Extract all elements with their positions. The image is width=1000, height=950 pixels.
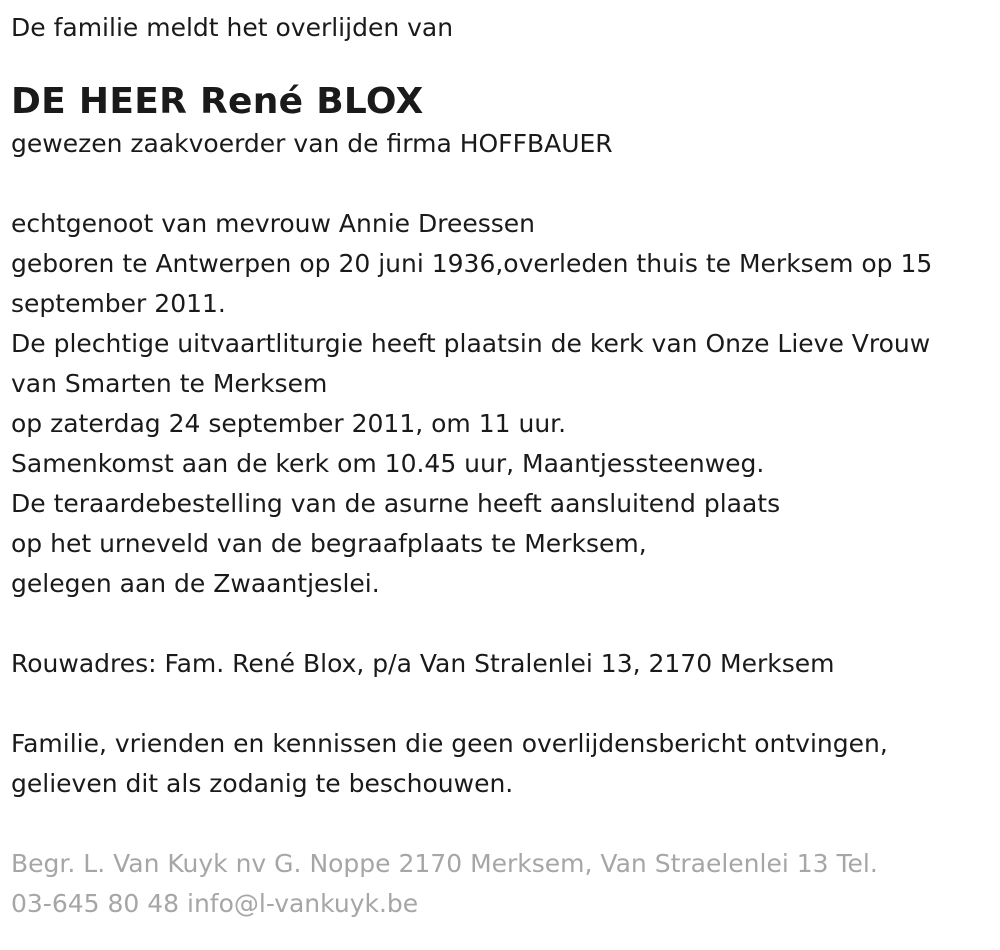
details-line: De teraardebestelling van de asurne heeft aansluitend plaats <box>11 489 781 518</box>
footer-line: 03-645 80 48 info@l-vankuyk.be <box>11 889 419 918</box>
details-line: De plechtige uitvaartliturgie heeft plaatsin de kerk van Onze Lieve Vrouw <box>11 329 931 358</box>
details-line: september 2011. <box>11 289 226 318</box>
details-line: gelegen aan de Zwaantjeslei. <box>11 569 380 598</box>
details-block <box>11 204 1000 604</box>
footer-line: Begr. L. Van Kuyk nv G. Noppe 2170 Merksem, Van Straelenlei 13 Tel. <box>11 849 878 878</box>
details-line: op zaterdag 24 september 2011, om 11 uur. <box>11 409 567 438</box>
mourning-address: Rouwadres: Fam. René Blox, p/a Van Stralenlei 13, 2170 Merksem <box>11 649 835 678</box>
details-line: op het urneveld van de begraafplaats te Merksem, <box>11 529 647 558</box>
intro-text: De familie meldt het overlijden van <box>11 13 454 42</box>
family-notice-line: gelieven dit als zodanig te beschouwen. <box>11 769 514 798</box>
deceased-subtitle: gewezen zaakvoerder van de firma HOFFBAUER <box>11 129 613 158</box>
family-notice-line: Familie, vrienden en kennissen die geen overlijdensbericht ontvingen, <box>11 729 888 758</box>
details-line: echtgenoot van mevrouw Annie Dreessen <box>11 209 535 238</box>
details-line: geboren te Antwerpen op 20 juni 1936,overleden thuis te Merksem op 15 <box>11 249 933 278</box>
details-line: van Smarten te Merksem <box>11 369 328 398</box>
deceased-name: DE HEER René BLOX <box>11 81 424 122</box>
family-notice <box>11 724 1000 804</box>
undertaker-footer <box>11 844 1000 924</box>
details-line: Samenkomst aan de kerk om 10.45 uur, Maantjessteenweg. <box>11 449 765 478</box>
